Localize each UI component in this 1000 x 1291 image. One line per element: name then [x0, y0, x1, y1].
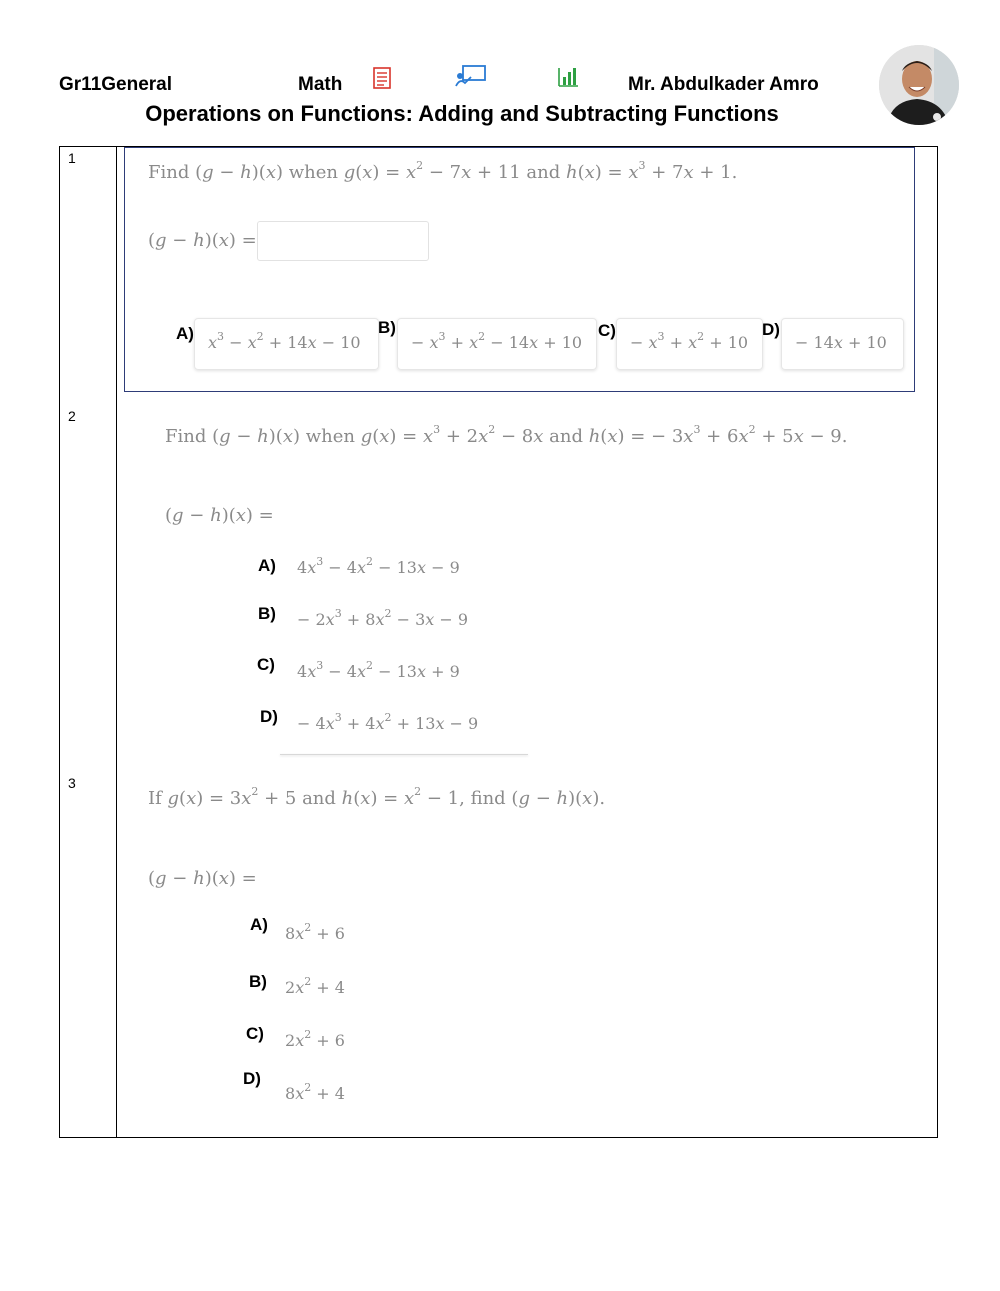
q1-choice-a-letter: A): [176, 324, 194, 343]
q1-choice-d-text: − 14x + 10: [795, 333, 887, 352]
question-3-prompt: If $g(x) = 3x^2 + 5$ and $h(x) = x^2 - 1$, find (g − h)(x).: [148, 785, 606, 809]
q3-choice-b-text[interactable]: $2x^2 + 4$: [285, 974, 345, 997]
q3-choice-c-letter: C): [246, 1024, 264, 1043]
question-1-answer-label: (g − h)(x) =: [148, 230, 257, 251]
q2-choice-d-text[interactable]: − $4x^3 + 4x^2 + 13x - 9$: [297, 710, 479, 733]
grade-label: Gr11General: [59, 74, 173, 95]
q3-choice-a-letter: A): [250, 915, 268, 934]
question-3-answer-label: (g − h)(x) =: [148, 868, 257, 889]
q2-choice-d-letter: D): [260, 707, 278, 726]
q1-choice-c-text: − $x^3 + x^2 + 10$: [630, 329, 749, 352]
question-number-2: 2: [68, 408, 76, 424]
q2-choice-a-text[interactable]: $4x^3 - 4x^2 - 13x - 9$: [297, 554, 460, 577]
q1-choice-b-text: − $x^3 + x^2 - 14x + 10$: [411, 329, 583, 352]
teacher-name: Mr. Abdulkader Amro: [628, 74, 819, 95]
q2-choice-b-letter: B): [258, 604, 276, 623]
q2-choice-a-letter: A): [258, 556, 276, 575]
subject-label: Math: [298, 74, 343, 95]
q1-choice-a-text: $x^3 - x^2 + 14x - 10$: [208, 329, 361, 352]
q1-choice-c-letter: C): [598, 321, 616, 340]
q1-choice-b-letter: B): [378, 318, 396, 337]
q2-choice-b-text[interactable]: − $2x^3 + 8x^2 - 3x - 9$: [297, 606, 469, 629]
q3-choice-d-text[interactable]: $8x^2 + 4$: [285, 1080, 345, 1103]
table-column-divider: [116, 146, 117, 1138]
question-number-1: 1: [68, 150, 76, 166]
q1-choice-d-letter: D): [762, 320, 780, 339]
whiteboard-icon[interactable]: [455, 64, 487, 88]
q3-choice-c-text[interactable]: $2x^2 + 6$: [285, 1027, 345, 1050]
question-number-3: 3: [68, 775, 76, 791]
page-title: Operations on Functions: Adding and Subtracting Functions: [145, 101, 779, 126]
question-2-prompt: Find (g − h)(x) when $g(x) = x^3 + 2x^2 - 8x$ and h(x) = − $3x^3 + 6x^2 + 5x - 9$.: [165, 423, 848, 447]
q3-choice-b-letter: B): [249, 972, 267, 991]
question-2-divider: [280, 754, 528, 755]
question-1-prompt: Find (g − h)(x) when $g(x) = x^2 - 7x + 11$ and $h(x) = x^3 + 7x + 1$.: [148, 159, 738, 183]
q3-choice-a-text[interactable]: $8x^2 + 6$: [285, 920, 345, 943]
question-1-answer-input[interactable]: [257, 221, 429, 261]
question-2-answer-label: (g − h)(x) =: [165, 505, 274, 526]
q3-choice-d-letter: D): [243, 1069, 261, 1088]
q2-choice-c-text[interactable]: $4x^3 - 4x^2 - 13x + 9$: [297, 658, 460, 681]
q2-choice-c-letter: C): [257, 655, 275, 674]
bar-chart-icon[interactable]: [557, 66, 579, 88]
list-icon[interactable]: [373, 67, 391, 89]
